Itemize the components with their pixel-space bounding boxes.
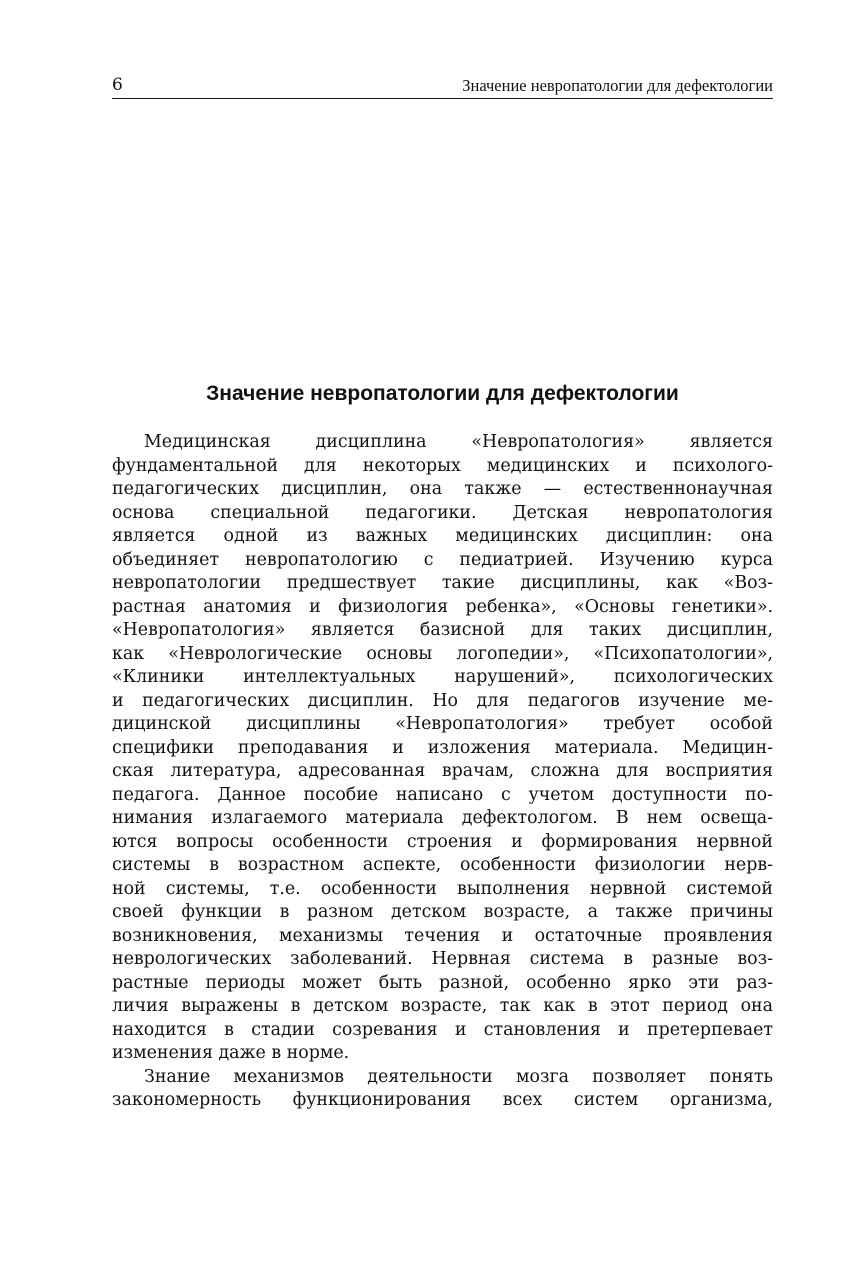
section-heading: Значение невропатологии для дефектологии [206,382,679,405]
text-line: растные периоды может быть разной, особенно ярко эти раз- [112,972,773,993]
text-line: невропатологии предшествует такие дисциплины, как «Воз- [112,573,773,593]
text-line: и педагогических дисциплин. Но для педагогов изучение ме- [112,690,773,711]
running-head [112,74,773,99]
text-line: своей функции в разном детском возрасте, а также причины [112,902,773,922]
paragraph [112,1066,773,1113]
text-line: Медицинская дисциплина «Невропатология» является [144,432,773,452]
text-line: неврологических заболеваний. Нервная система в разные воз- [112,949,773,969]
text-line: личия выражены в детском возрасте, так как в этот период она [112,996,773,1016]
text-line: педагога. Данное пособие написано с учетом доступности по- [112,784,773,805]
text-line: ются вопросы особенности строения и формирования нервной [112,831,773,852]
text-line: специфики преподавания и изложения материала. Медицин- [112,737,773,758]
text-line: изменения даже в норме. [112,1043,350,1063]
text-line: «Клиники интеллектуальных нарушений», психологических [112,667,773,687]
text-line: возникновения, механизмы течения и остаточные проявления [112,925,773,946]
text-line: фундаментальной для некоторых медицинских и психолого- [112,455,773,476]
text-line: системы в возрастном аспекте, особенности физиологии нерв- [112,855,773,875]
text-line: педагогических дисциплин, она также — естественнонаучная [112,479,773,499]
running-title: Значение невропатологии для дефектологии [462,76,773,95]
text-line: является одной из важных медицинских дисциплин: она [112,526,773,546]
text-line: ной системы, т.е. особенности выполнения нервной системой [112,878,773,899]
text-line: Знание механизмов деятельности мозга позволяет понять [144,1066,773,1087]
text-line: «Невропатология» является базисной для таких дисциплин, [112,620,773,640]
text-line: ская литература, адресованная врачам, сложна для восприятия [112,761,773,781]
page-number: 6 [112,75,123,95]
text-line: находится в стадии созревания и становления и претерпевает [112,1019,773,1040]
paragraph [112,431,773,1066]
text-line: как «Неврологические основы логопедии», «Психопатологии», [112,643,773,664]
body-text [112,431,773,1113]
text-line: объединяет невропатологию с педиатрией. Изучению курса [112,549,773,570]
text-line: закономерность функционирования всех систем организма, [112,1090,773,1110]
text-line: дицинской дисциплины «Невропатология» требует особой [112,714,773,734]
text-line: основа специальной педагогики. Детская невропатология [112,502,773,523]
text-line: растная анатомия и физиология ребенка», «Основы генетики». [112,596,773,617]
text-line: нимания излагаемого материала дефектологом. В нем освеща- [112,808,773,828]
